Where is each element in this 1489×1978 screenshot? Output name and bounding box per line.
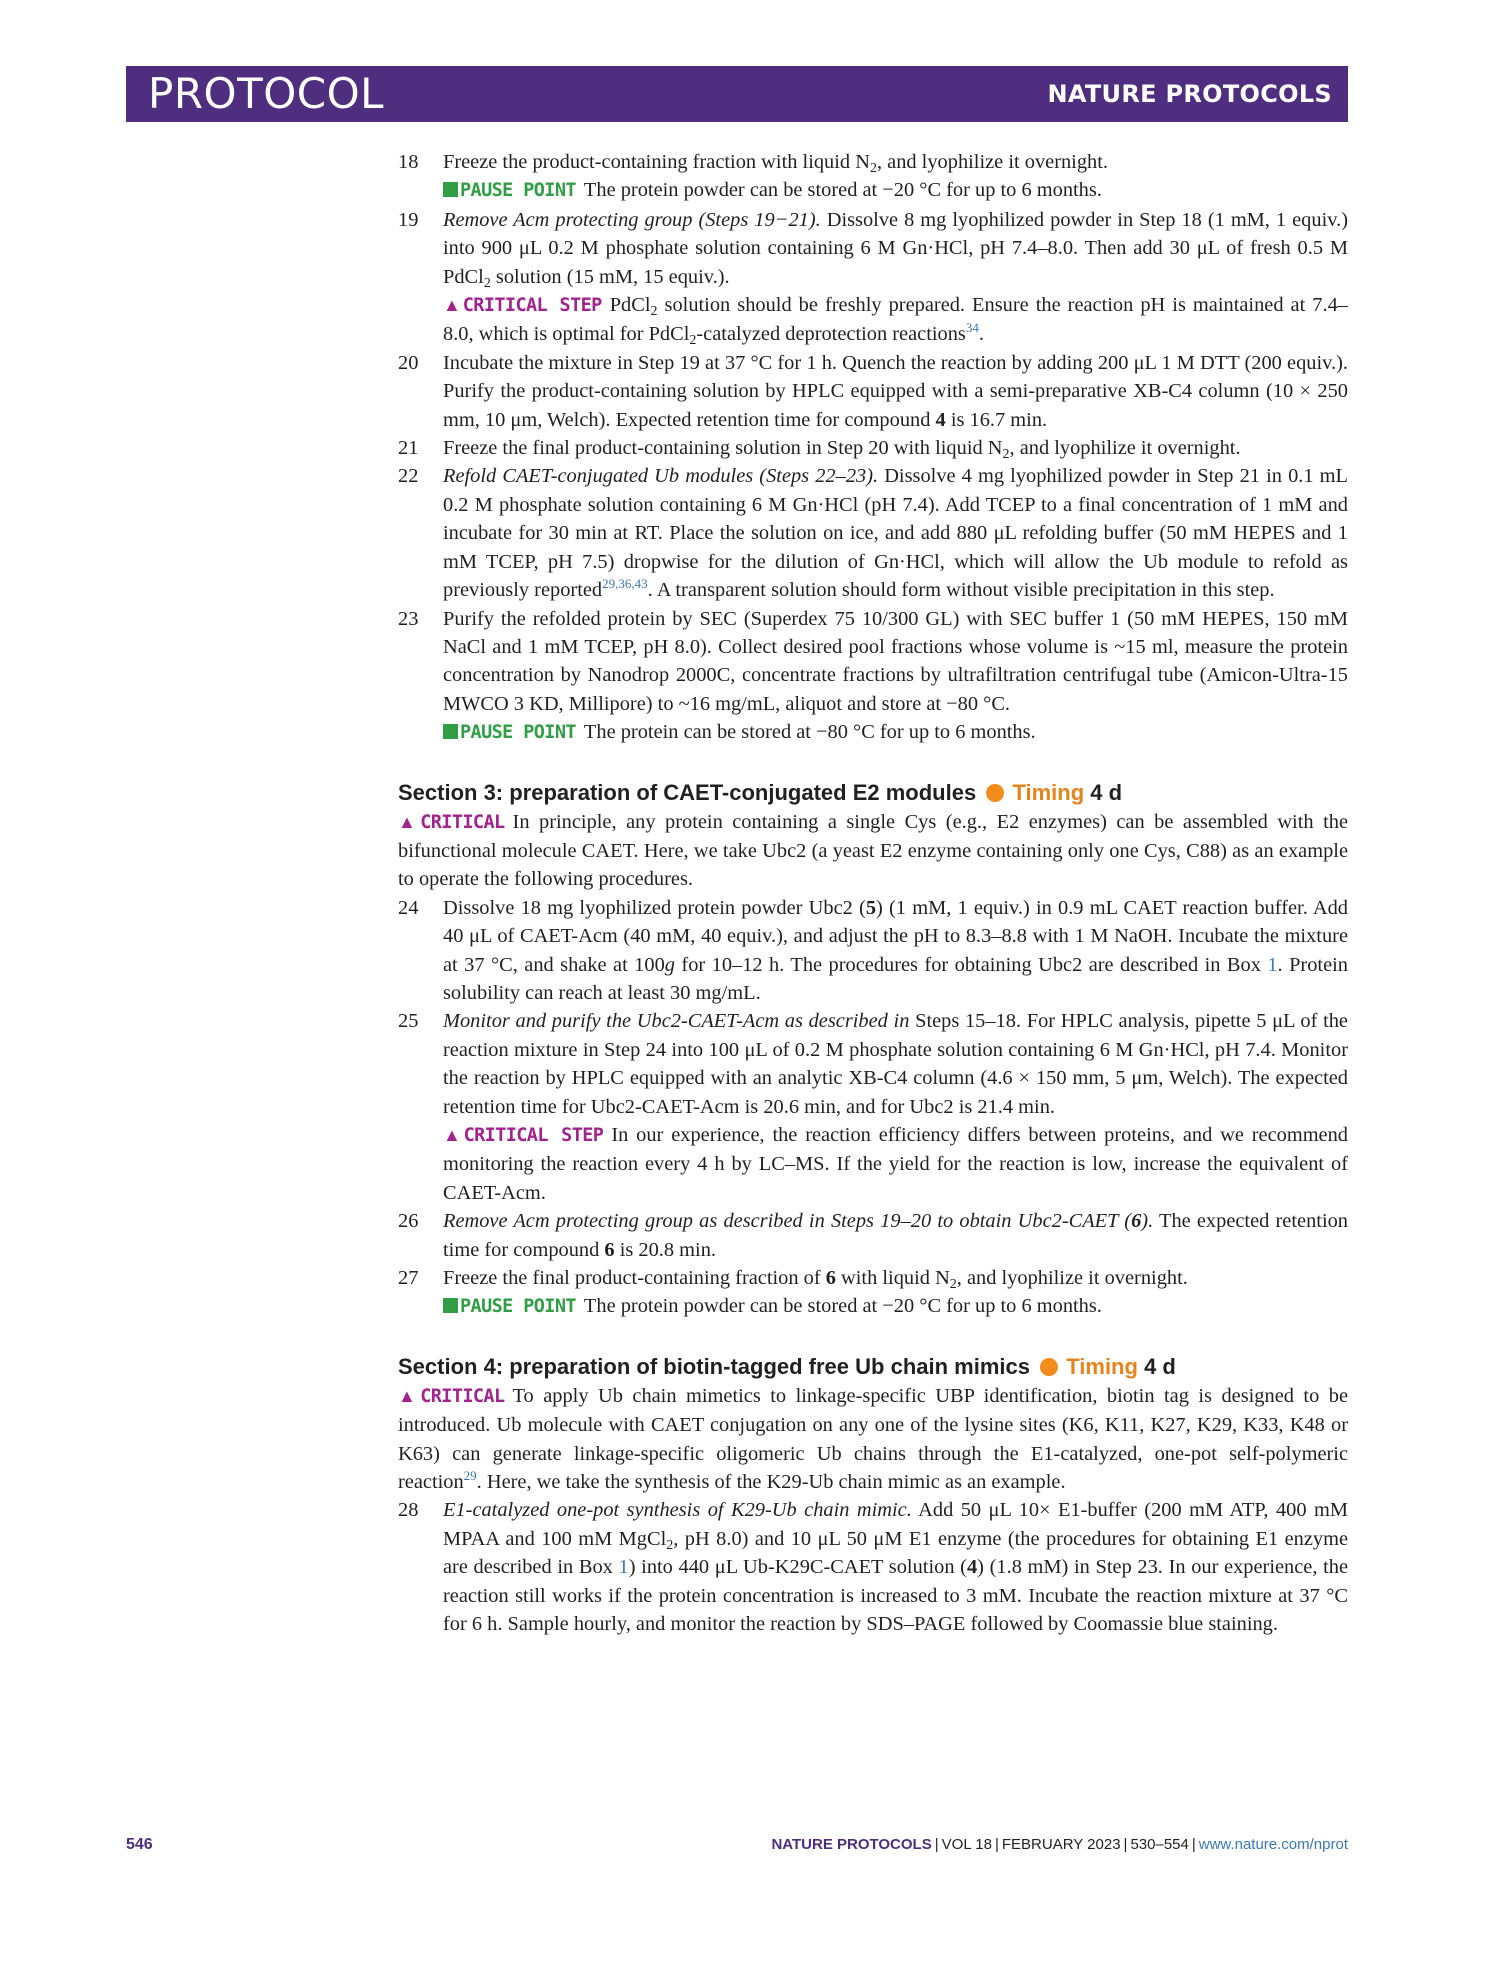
timing-label: Timing — [1066, 1353, 1138, 1379]
section-4-heading: Section 4: preparation of biotin-tagged free Ub chain mimics Timing 4 d — [398, 1353, 1176, 1379]
header-protocol-label: PROTOCOL — [148, 69, 385, 118]
section-3-critical: ▲CRITICAL In principle, any protein containing a single Cys (e.g., E2 enzymes) can be assembled with the bifunctional molecule CAET. Here, we take Ubc2 (a yeast E2 enzyme containing only one Cys, C88) as an example to operate the following procedures. — [398, 810, 1348, 891]
warning-triangle-icon: ▲ — [398, 1385, 421, 1406]
critical-step: ▲CRITICAL STEP In our experience, the reaction efficiency differs between proteins, and we recommend monitoring the reaction every 4 h by LC–MS. If the yield for the reaction is low, increase the equivalent of CAET-Acm. — [443, 1124, 1348, 1204]
step-22: 22 Refold CAET-conjugated Ub modules (Steps 22–23). Dissolve 4 mg lyophilized powder in Step 21 in 0.1 mL 0.2 M phosphate solution containing 6 M Gn·HCl (pH 7.4). Add TCEP to a final concentration of 1 mM and incubate for 30 min at RT. Place the solution on ice, and add 880 μL refolding buffer (50 mM HEPES and 1 mM TCEP, pH 7.5) dropwise for the dilution of Gn·HCl, which will allow the Ub module to refold as previously reported$^{29,36,43}$. A transparent solution should form without visible precipitation in this step. — [398, 462, 1348, 604]
step-number: 21 — [398, 437, 419, 460]
step-19: 19 Remove Acm protecting group (Steps 19−21). Dissolve 8 mg lyophilized powder in Step 18 (1 mM, 1 equiv.) into 900 μL 0.2 M phosphate solution containing 6 M Gn·HCl, pH 7.4–8.0. Then add 30 μL of fresh 0.5 M PdCl$_2$ solution (15 mM, 15 equiv.). — [398, 206, 1348, 291]
warning-triangle-icon: ▲ — [443, 295, 463, 316]
step-number: 18 — [398, 151, 419, 173]
pause-label: PAUSE POINT — [460, 180, 576, 202]
pause-label: PAUSE POINT — [460, 1296, 576, 1318]
timing-value: 4 d — [1144, 1353, 1176, 1379]
footer-journal: NATURE PROTOCOLS — [771, 1836, 932, 1853]
section-3-heading: Section 3: preparation of CAET-conjugated E2 modules Timing 4 d — [398, 779, 1123, 805]
step-title: Refold CAET-conjugated Ub modules (Steps 22–23). — [443, 465, 879, 488]
pause-point: PAUSE POINT The protein powder can be stored at −20 °C for up to 6 months. — [398, 1292, 1348, 1321]
step-number: 26 — [398, 1210, 419, 1233]
header-bar — [126, 66, 1348, 122]
reference-link[interactable]: 29,36,43 — [602, 576, 648, 592]
critical-label: CRITICAL — [420, 1385, 505, 1407]
step-number: 28 — [398, 1499, 419, 1522]
step-title: Remove Acm protecting group (Steps 19−21). — [443, 208, 821, 231]
critical-label: CRITICAL — [420, 811, 505, 833]
pause-point: PAUSE POINT The protein powder can be stored at −20 °C for up to 6 months. — [398, 176, 1348, 205]
critical-step-label: CRITICAL STEP — [463, 1125, 604, 1146]
footer-date: FEBRUARY 2023 — [1001, 1836, 1121, 1853]
step-title: Monitor and purify the Ubc2-CAET-Acm as described in — [443, 1010, 910, 1033]
section-4-critical: ▲CRITICAL To apply Ub chain mimetics to linkage-specific UBP identification, biotin tag is designed to be introduced. Ub molecule with CAET conjugation on any one of the lysine sites (K6, K11, K27, K29, K33, K48 or K63) can generate linkage-specific oligomeric Ub chains through the E1-catalyzed, one-pot self-polymeric reaction$^{29}$. Here, we take the synthesis of the K29-Ub chain mimic as an example. — [398, 1384, 1348, 1494]
timing-dot-icon — [986, 784, 1004, 802]
pause-square-icon — [443, 724, 458, 739]
timing-label: Timing — [1012, 779, 1085, 805]
timing-value: 4 d — [1090, 779, 1123, 805]
warning-triangle-icon: ▲ — [398, 811, 421, 832]
step-25: 25 Monitor and purify the Ubc2-CAET-Acm as described in Steps 15–18. For HPLC analysis, pipette 5 μL of the reaction mixture in Step 24 into 100 μL of 0.2 M phosphate solution containing 6 M Gn·HCl, pH 7.4. Monitor the reaction by HPLC equipped with an analytic XB-C4 column (4.6 × 150 mm, 5 μm, Welch). The expected retention time for Ubc2-CAET-Acm is 20.6 min, and for Ubc2 is 21.4 min. — [398, 1007, 1348, 1121]
pause-label: PAUSE POINT — [460, 722, 576, 744]
step-18: 18 Freeze the product-containing fraction with liquid $N_2$, and lyophilize it overnight. — [398, 148, 1348, 176]
pause-point: PAUSE POINT The protein can be stored at −80 °C for up to 6 months. — [398, 718, 1348, 747]
timing-dot-icon — [1040, 1358, 1058, 1376]
pause-square-icon — [443, 1298, 458, 1313]
box-link[interactable]: 1 — [618, 1556, 629, 1579]
reference-link[interactable]: 34 — [965, 320, 979, 336]
step-number: 19 — [398, 208, 419, 231]
step-21: 21 Freeze the final product-containing solution in Step 20 with liquid $N_2$, and lyophilize it overnight. — [398, 434, 1348, 462]
step-20: 20 Incubate the mixture in Step 19 at 37 °C for 1 h. Quench the reaction by adding 200 μL 1 M DTT (200 equiv.). Purify the product-containing solution by HPLC equipped with a semi-preparative XB-C4 column (10 × 250 mm, 10 μm, Welch). Expected retention time for compound 4 is 16.7 min. — [398, 349, 1348, 434]
step-28: 28 E1-catalyzed one-pot synthesis of K29-Ub chain mimic. Add 50 μL 10× E1-buffer (200 mM ATP, 400 mM MPAA and 100 mM MgCl$_2$, pH 8.0) and 10 μL 50 μM E1 enzyme (the procedures for obtaining E1 enzyme are described in Box 1) into 440 μL Ub-K29C-CAET solution (4) (1.8 mM) in Step 23. In our experience, the reaction still works if the protein concentration is increased to 3 mM. Incubate the reaction mixture at 37 °C for 6 h. Sample hourly, and monitor the reaction by SDS–PAGE followed by Coomassie blue staining. — [398, 1496, 1348, 1638]
box-link[interactable]: 1 — [1267, 953, 1278, 976]
step-26: 26 Remove Acm protecting group as described in Steps 19–20 to obtain Ubc2-CAET (6). The expected retention time for compound 6 is 20.8 min. — [398, 1207, 1348, 1264]
footer-pages: 530–554 — [1130, 1836, 1189, 1853]
footer-volume: VOL 18 — [941, 1836, 992, 1853]
step-number: 20 — [398, 351, 419, 374]
step-27: 27 Freeze the final product-containing fraction of 6 with liquid $N_2$, and lyophilize it overnight. — [398, 1264, 1348, 1292]
pause-square-icon — [443, 182, 458, 197]
step-number: 24 — [398, 896, 419, 919]
header-journal-label: NATURE PROTOCOLS — [1047, 80, 1332, 108]
footer-citation: NATURE PROTOCOLS | VOL 18 | FEBRUARY 2023 | 530–554 | www.nature.com/nprot — [771, 1836, 1348, 1853]
critical-step: ▲CRITICAL STEP PdCl$_2$ solution should be freshly prepared. Ensure the reaction pH is maintained at 7.4–8.0, which is optimal for PdCl$_2$-catalyzed deprotection reactions$^{34}$. — [443, 294, 1348, 349]
step-number: 22 — [398, 465, 419, 488]
step-number: 27 — [398, 1267, 419, 1290]
step-title: E1-catalyzed one-pot synthesis of K29-Ub chain mimic. — [443, 1499, 912, 1522]
reference-link[interactable]: 29 — [463, 1468, 477, 1484]
warning-triangle-icon: ▲ — [443, 1125, 464, 1145]
footer-url-link[interactable]: www.nature.com/nprot — [1198, 1836, 1348, 1853]
step-23: 23 Purify the refolded protein by SEC (Superdex 75 10/300 GL) with SEC buffer 1 (50 mM HEPES, 150 mM NaCl and 1 mM TCEP, pH 8.0). Collect desired pool fractions whose volume is ~15 ml, measure the protein concentration by Nanodrop 2000C, concentrate fractions by ultrafiltration centrifugal tube (Amicon-Ultra-15 MWCO 3 KD, Millipore) to ~16 mg/mL, aliquot and store at −80 °C. — [398, 605, 1348, 719]
main-content — [398, 148, 1348, 1639]
critical-step-label: CRITICAL STEP — [462, 295, 602, 317]
step-number: 25 — [398, 1010, 419, 1033]
page-number: 546 — [126, 1836, 153, 1853]
step-24: 24 Dissolve 18 mg lyophilized protein powder Ubc2 (5) (1 mM, 1 equiv.) in 0.9 mL CAET reaction buffer. Add 40 μL of CAET-Acm (40 mM, 40 equiv.), and adjust the pH to 8.3–8.8 with 1 M NaOH. Incubate the mixture at 37 °C, and shake at 100g for 10–12 h. The procedures for obtaining Ubc2 are described in Box 1. Protein solubility can reach at least 30 mg/mL. — [398, 894, 1348, 1008]
step-number: 23 — [398, 607, 419, 630]
step-title: Remove Acm protecting group as described in Steps 19–20 to obtain Ubc2-CAET ( — [443, 1210, 1132, 1233]
